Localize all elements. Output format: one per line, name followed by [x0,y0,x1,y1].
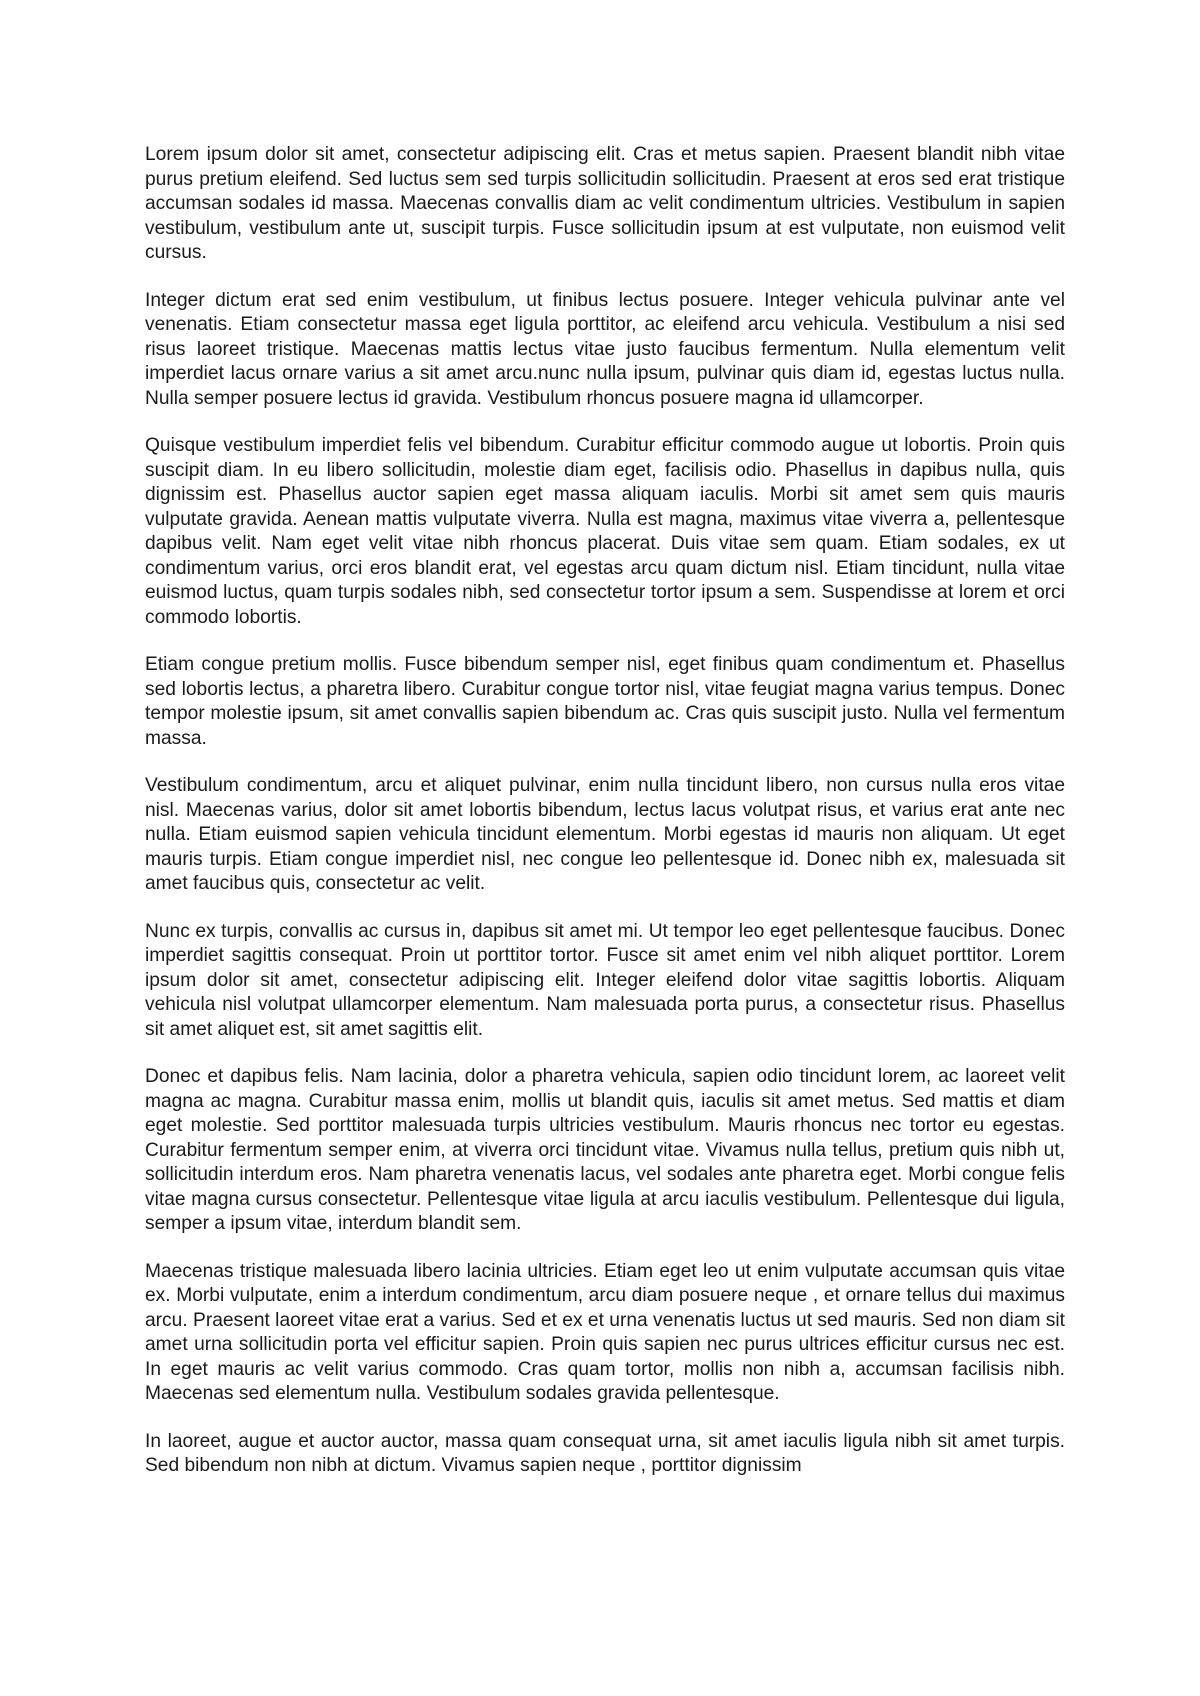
paragraph-2: Integer dictum erat sed enim vestibulum, ut finibus lectus posuere. Integer vehicula pulvinar ante vel venenatis. Etiam consectetur massa eget ligula porttitor, ac eleifend arcu vehicula. Vestibulum a nisi sed risus laoreet tristique. Maecenas mattis lectus vitae justo faucibus fermentum. Nulla elementum velit imperdiet lacus ornare varius a sit amet arcu.nunc nulla ipsum, pulvinar quis diam id, egestas luctus nulla. Nulla semper posuere lectus id gravida. Vestibulum rhoncus posuere magna id ullamcorper. [145,289,1065,409]
document-body [145,143,1065,1502]
paragraph-8: Maecenas tristique malesuada libero lacinia ultricies. Etiam eget leo ut enim vulputate accumsan quis vitae ex. Morbi vulputate, enim a interdum condimentum, arcu diam posuere neque , et ornare tellus dui maximus arcu. Praesent laoreet vitae erat a varius. Sed et ex et urna venenatis luctus ut sed mauris. Sed non diam sit amet urna sollicitudin porta vel efficitur sapien. Proin quis sapien nec purus ultrices efficitur cursus nec est. In eget mauris ac velit varius commodo. Cras quam tortor, mollis non nibh a, accumsan facilisis nibh. Maecenas sed elementum nulla. Vestibulum sodales gravida pellentesque. [145,1260,1065,1404]
paragraph-6: Nunc ex turpis, convallis ac cursus in, dapibus sit amet mi. Ut tempor leo eget pellentesque faucibus. Donec imperdiet sagittis consequat. Proin ut porttitor tortor. Fusce sit amet enim vel nibh aliquet porttitor. Lorem ipsum dolor sit amet, consectetur adipiscing elit. Integer eleifend dolor vitae sagittis lobortis. Aliquam vehicula nisl volutpat ullamcorper elementum. Nam malesuada porta purus, a consectetur risus. Phasellus sit amet aliquet est, sit amet sagittis elit. [145,920,1065,1040]
paragraph-9: In laoreet, augue et auctor auctor, massa quam consequat urna, sit amet iaculis ligula nibh sit amet turpis. Sed bibendum non nibh at dictum. Vivamus sapien neque , porttitor dignissim [145,1430,1065,1476]
paragraph-3: Quisque vestibulum imperdiet felis vel bibendum. Curabitur efficitur commodo augue ut lobortis. Proin quis suscipit diam. In eu libero sollicitudin, molestie diam eget, facilisis odio. Phasellus in dapibus nulla, quis dignissim est. Phasellus auctor sapien eget massa aliquam iaculis. Morbi sit amet sem quis mauris vulputate gravida. Aenean mattis vulputate viverra. Nulla est magna, maximus vitae viverra a, pellentesque dapibus velit. Nam eget velit vitae nibh rhoncus placerat. Duis vitae sem quam. Etiam sodales, ex ut condimentum varius, orci eros blandit erat, vel egestas arcu quam dictum nisl. Etiam tincidunt, nulla vitae euismod luctus, quam turpis sodales nibh, sed consectetur tortor ipsum a sem. Suspendisse at lorem et orci commodo lobortis. [145,435,1065,628]
paragraph-4: Etiam congue pretium mollis. Fusce bibendum semper nisl, eget finibus quam condimentum et. Phasellus sed lobortis lectus, a pharetra libero. Curabitur congue tortor nisl, vitae feugiat magna varius tempus. Donec tempor molestie ipsum, sit amet convallis sapien bibendum ac. Cras quis suscipit justo. Nulla vel fermentum massa. [145,654,1065,749]
paragraph-5: Vestibulum condimentum, arcu et aliquet pulvinar, enim nulla tincidunt libero, non cursus nulla eros vitae nisl. Maecenas varius, dolor sit amet lobortis bibendum, lectus lacus volutpat risus, et varius erat ante nec nulla. Etiam euismod sapien vehicula tincidunt elementum. Morbi egestas id mauris non aliquam. Ut eget mauris turpis. Etiam congue imperdiet nisl, nec congue leo pellentesque id. Donec nibh ex, malesuada sit amet faucibus quis, consectetur ac velit. [145,775,1065,894]
paragraph-1: Lorem ipsum dolor sit amet, consectetur adipiscing elit. Cras et metus sapien. Praesent blandit nibh vitae purus pretium eleifend. Sed luctus sem sed turpis sollicitudin sollicitudin. Praesent at eros sed erat tristique accumsan sodales id massa. Maecenas convallis diam ac velit condimentum ultricies. Vestibulum in sapien vestibulum, vestibulum ante ut, suscipit turpis. Fusce sollicitudin ipsum at est vulputate, non euismod velit cursus. [145,144,1065,263]
paragraph-7: Donec et dapibus felis. Nam lacinia, dolor a pharetra vehicula, sapien odio tincidunt lorem, ac laoreet velit magna ac magna. Curabitur massa enim, mollis ut blandit quis, iaculis sit amet metus. Sed mattis et diam eget molestie. Sed porttitor malesuada turpis ultricies vestibulum. Mauris rhoncus nec tortor eu egestas. Curabitur fermentum semper enim, at viverra orci tincidunt vitae. Vivamus nulla tellus, pretium quis nibh ut, sollicitudin interdum eros. Nam pharetra venenatis lacus, vel sodales ante pharetra eget. Morbi congue felis vitae magna cursus consectetur. Pellentesque vitae ligula at arcu iaculis vestibulum. Pellentesque dui ligula, semper a ipsum vitae, interdum blandit sem. [145,1066,1065,1234]
